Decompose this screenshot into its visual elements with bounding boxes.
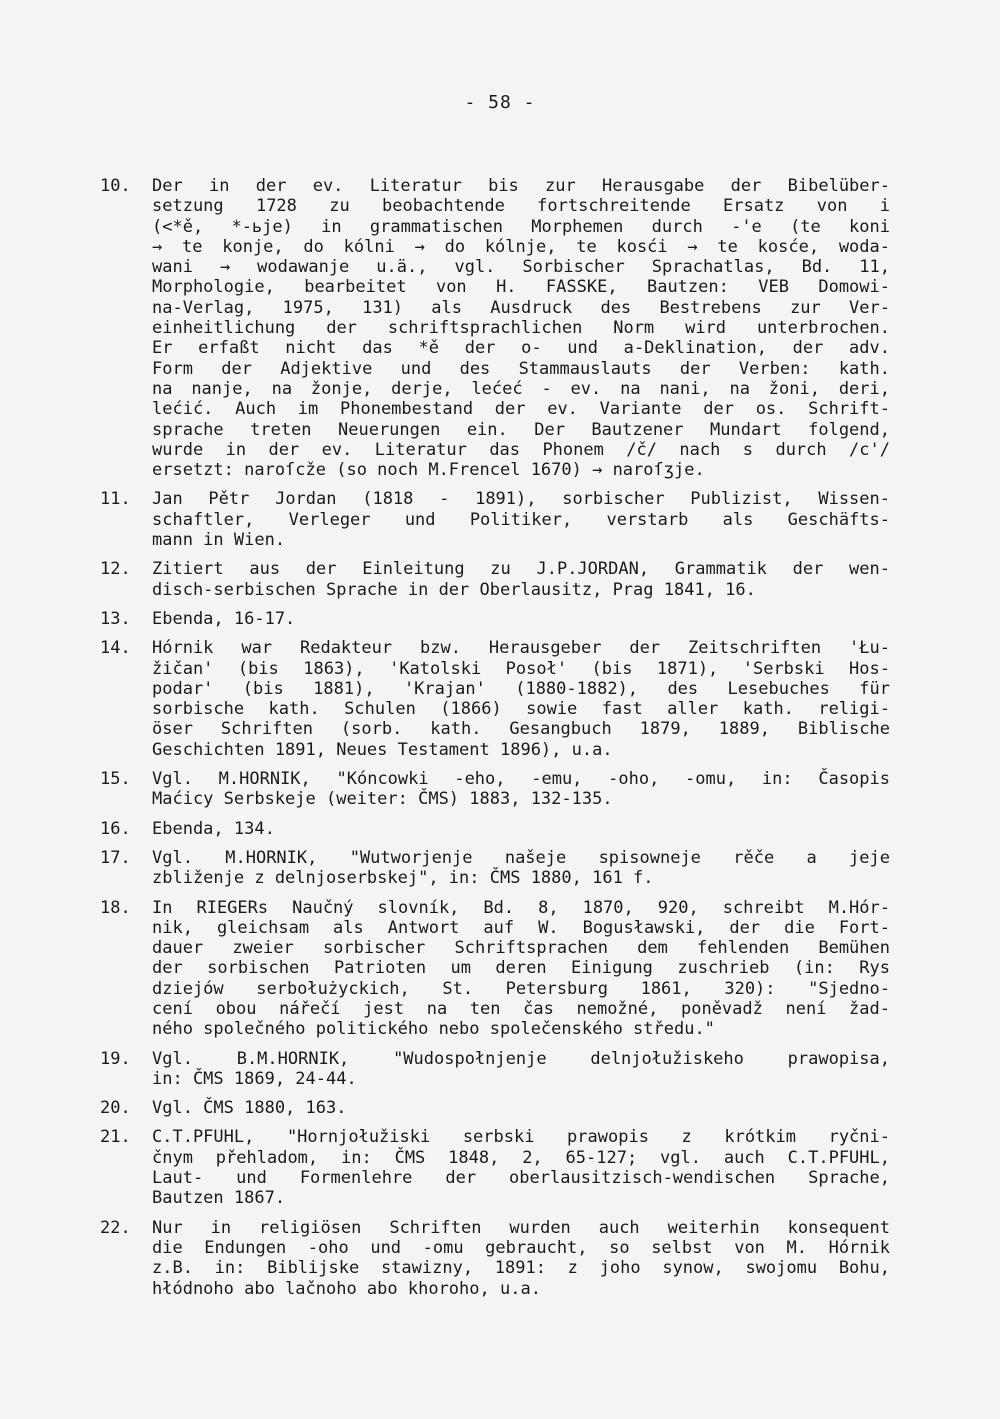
footnote-text [152, 819, 890, 839]
footnote-number: 18. [100, 897, 131, 918]
text-line: nik, gleichsam als Antwort auf W. Bogusławski, der die Fort- [152, 917, 890, 938]
text-line: → te konje, do kólni → do kólnje, te kosći → te kosće, woda- [152, 236, 890, 257]
text-line: Vgl. ČMS 1880, 163. [152, 1098, 347, 1119]
footnote [100, 489, 890, 550]
footnote [100, 638, 890, 760]
footnote-number: 20. [100, 1098, 131, 1119]
text-line: öser Schriften (sorb. kath. Gesangbuch 1879, 1889, Biblische [152, 719, 890, 740]
text-line: (<*ě, *-ьje) in grammatischen Morphemen durch -'e (te koni [152, 216, 890, 237]
text-line: setzung 1728 zu beobachtende fortschreitende Ersatz von i [152, 196, 890, 217]
text-line: Bautzen 1867. [152, 1188, 286, 1209]
footnote-text [152, 1049, 890, 1090]
footnote-text [152, 898, 890, 1040]
text-line: Form der Adjektive und des Stammauslauts der Verben: kath. [152, 358, 890, 379]
text-line: Ebenda, 16-17. [152, 608, 296, 629]
text-line: cení obou nářečí jest na ten čas nemožné, poněvadž není žad- [152, 998, 890, 1019]
footnote-text [152, 638, 890, 760]
footnote [100, 1049, 890, 1090]
footnote-number: 11. [100, 489, 131, 510]
footnote-number: 10. [100, 176, 131, 196]
footnote [100, 898, 890, 1040]
footnote-text [152, 489, 890, 550]
footnote [100, 848, 890, 889]
text-line: der sorbischen Patrioten um deren Einigung zuschrieb (in: Rys [152, 958, 890, 979]
text-line: Maćicy Serbskeje (weiter: ČMS) 1883, 132-135. [152, 789, 613, 810]
text-line: Vgl. M.HORNIK, "Kóncowki -eho, -emu, -oho, -omu, in: Časopis [152, 769, 890, 790]
footnote-text [152, 848, 890, 889]
footnote-text [152, 1098, 890, 1118]
footnote-number: 19. [100, 1048, 131, 1069]
text-line: žičan' (bis 1863), 'Katolski Posoł' (bis 1871), 'Serbski Hos- [152, 658, 890, 679]
text-line: dziejów serbołużyckich, St. Petersburg 1861, 320): "Sjedno- [152, 978, 890, 999]
footnote-text [152, 1218, 890, 1299]
footnote [100, 609, 890, 629]
footnote-number: 17. [100, 847, 131, 868]
footnote-number: 16. [100, 818, 131, 839]
text-line: čnym přehladom, in: ČMS 1848, 2, 65-127; vgl. auch C.T.PFUHL, [152, 1147, 890, 1168]
footnote-text [152, 1127, 890, 1208]
text-line: sorbische kath. Schulen (1866) sowie fast aller kath. religi- [152, 699, 890, 720]
text-line: z.B. in: Biblijske stawizny, 1891: z joho synow, swojomu Bohu, [152, 1258, 890, 1279]
footnote [100, 559, 890, 600]
text-line: mann in Wien. [152, 530, 286, 551]
footnote-number: 22. [100, 1217, 131, 1238]
text-line: Hórnik war Redakteur bzw. Herausgeber der Zeitschriften 'Łu- [152, 638, 890, 659]
footnote-number: 13. [100, 608, 131, 629]
text-line: Er erfaßt nicht das *ě der o- und a-Deklination, der adv. [152, 338, 890, 359]
footnote-number: 14. [100, 638, 131, 659]
text-line: lećić. Auch im Phonembestand der ev. Variante der os. Schrift- [152, 399, 890, 420]
text-line: Vgl. B.M.HORNIK, "Wudospołnjenje delnjołužiskeho prawopisa, [152, 1048, 890, 1069]
footnote [100, 1218, 890, 1299]
footnote-number: 15. [100, 769, 131, 790]
footnotes [100, 176, 890, 1308]
text-line: Zitiert aus der Einleitung zu J.P.JORDAN, Grammatik der wen- [152, 559, 890, 580]
text-line: wani → wodawanje u.ä., vgl. Sorbischer Sprachatlas, Bd. 11, [152, 257, 890, 278]
footnote [100, 1127, 890, 1208]
text-line: Laut- und Formenlehre der oberlausitzisch-wendischen Sprache, [152, 1168, 890, 1189]
text-line: na nanje, na žonje, derje, lećeć - ev. na nani, na žoni, deri, [152, 378, 890, 399]
footnote [100, 1098, 890, 1118]
text-line: Vgl. M.HORNIK, "Wutworjenje našeje spisowneje rěče a jeje [152, 847, 890, 868]
text-line: In RIEGERs Naučný slovník, Bd. 8, 1870, 920, schreibt M.Hór- [152, 897, 890, 918]
text-line: dauer zweier sorbischer Schriftsprachen dem fehlenden Bemühen [152, 938, 890, 959]
text-line: Ebenda, 134. [152, 818, 275, 839]
text-line: na-Verlag, 1975, 131) als Ausdruck des Bestrebens zur Ver- [152, 297, 890, 318]
text-line: die Endungen -oho und -omu gebraucht, so selbst von M. Hórnik [152, 1237, 890, 1258]
text-line: Morphologie, bearbeitet von H. FASSKE, Bautzen: VEB Domowi- [152, 277, 890, 298]
text-line: wurde in der ev. Literatur das Phonem /č/ nach s durch /c'/ [152, 439, 890, 460]
footnote [100, 819, 890, 839]
page-number: - 58 - [464, 92, 536, 113]
text-line: Jan Pětr Jordan (1818 - 1891), sorbischer Publizist, Wissen- [152, 489, 890, 510]
text-line: in: ČMS 1869, 24-44. [152, 1068, 357, 1089]
footnote-number: 12. [100, 559, 131, 580]
text-line: ného společného politického nebo společenského středu." [152, 1019, 715, 1040]
footnote-text [152, 559, 890, 600]
text-line: ersetzt: naroſcže (so noch M.Frencel 1670) → naroſʒje. [152, 460, 705, 481]
footnote-text [152, 609, 890, 629]
text-line: podar' (bis 1881), 'Krajan' (1880-1882), des Lesebuches für [152, 678, 890, 699]
text-line: hłódnoho abo lačnoho abo khoroho, u.a. [152, 1278, 541, 1299]
footnote [100, 769, 890, 810]
text-line: sprache treten Neuerungen ein. Der Bautzener Mundart folgend, [152, 419, 890, 440]
text-line: disch-serbischen Sprache in der Oberlausitz, Prag 1841, 16. [152, 579, 756, 600]
text-line: schaftler, Verleger und Politiker, verstarb als Geschäfts- [152, 509, 890, 530]
text-line: zbliženje z delnjoserbskej", in: ČMS 1880, 161 f. [152, 868, 654, 889]
text-line: Der in der ev. Literatur bis zur Herausgabe der Bibelüber- [152, 176, 890, 196]
text-line: Nur in religiösen Schriften wurden auch weiterhin konsequent [152, 1217, 890, 1238]
footnote-number: 21. [100, 1127, 131, 1148]
text-line: Geschichten 1891, Neues Testament 1896), u.a. [152, 739, 613, 760]
text-line: einheitlichung der schriftsprachlichen Norm wird unterbrochen. [152, 318, 890, 339]
footnote [100, 176, 890, 480]
footnote-text [152, 176, 890, 480]
footnote-text [152, 769, 890, 810]
text-line: C.T.PFUHL, "Hornjołužiski serbski prawopis z krótkim ryčni- [152, 1127, 890, 1148]
